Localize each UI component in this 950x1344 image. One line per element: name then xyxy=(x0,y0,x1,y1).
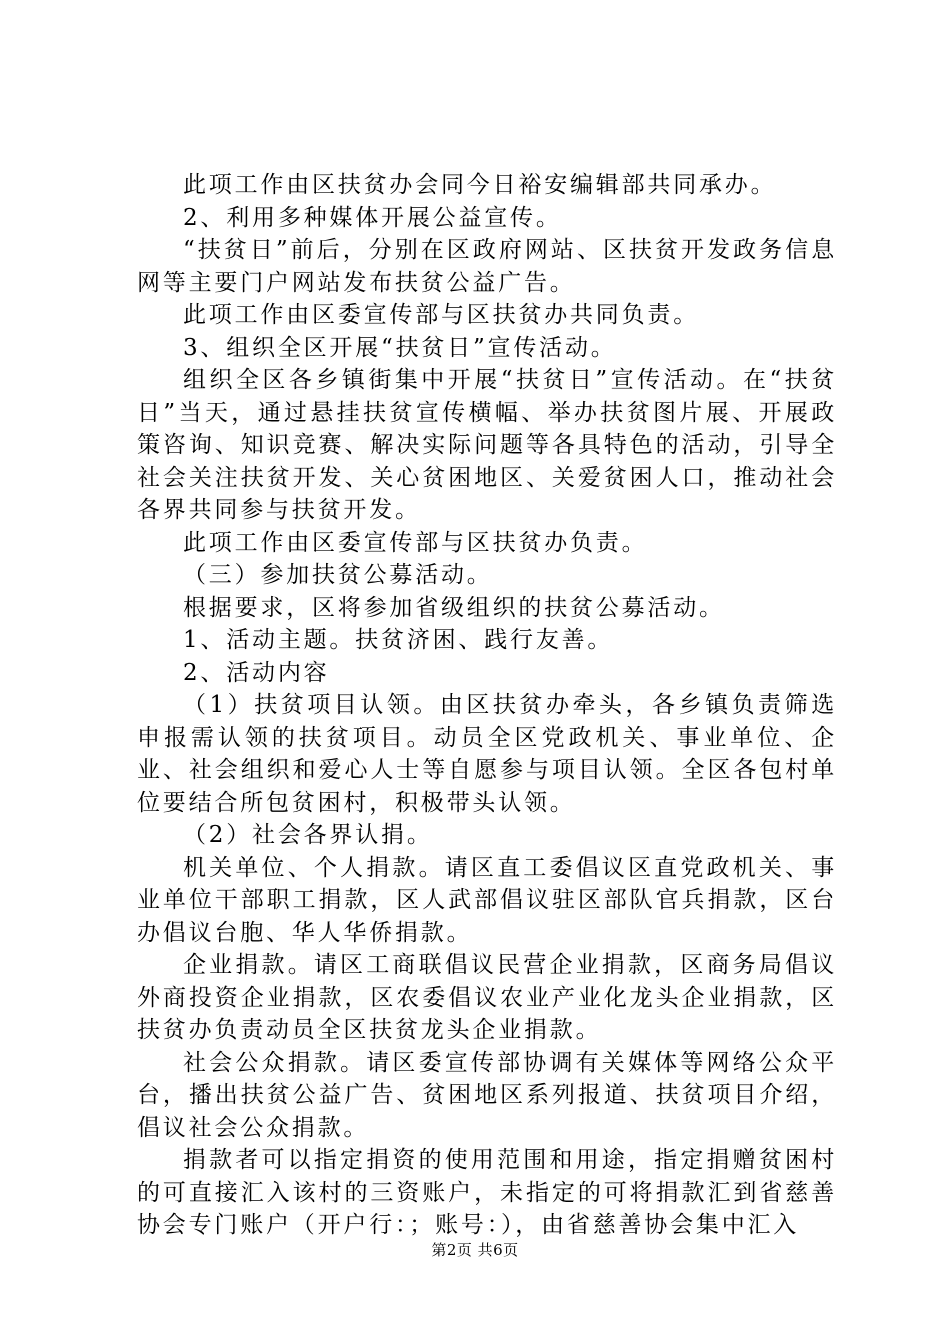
paragraph-8: （三）参加扶贫公募活动。 xyxy=(183,562,493,588)
page-number-footer: 第2页 共6页 xyxy=(431,1241,519,1259)
paragraph-17: 捐款者可以指定捐资的使用范围和用途，指定捐赠贫困村的可直接汇入该村的三资账户，未指定的可将捐款汇到省慈善协会专门账户（开户行：；账号：），由省慈善协会集中汇入 xyxy=(137,1147,837,1238)
paragraph-15: 企业捐款。请区工商联倡议民营企业捐款，区商务局倡议外商投资企业捐款，区农委倡议农业产业化龙头企业捐款，区扶贫办负责动员全区扶贫龙头企业捐款。 xyxy=(137,952,837,1043)
paragraph-5: 3、组织全区开展“扶贫日”宣传活动。 xyxy=(183,334,617,361)
document-body xyxy=(137,169,837,1242)
paragraph-1: 此项工作由区扶贫办会同今日裕安编辑部共同承办。 xyxy=(183,172,777,198)
paragraph-6: 组织全区各乡镇街集中开展“扶贫日”宣传活动。在“扶贫日”当天，通过悬挂扶贫宣传横幅、举办扶贫图片展、开展政策咨询、知识竞赛、解决实际问题等各具特色的活动，引导全社会关注扶贫开发、关心贫困地区、关爱贫困人口，推动社会各界共同参与扶贫开发。 xyxy=(137,367,837,523)
paragraph-16: 社会公众捐款。请区委宣传部协调有关媒体等网络公众平台，播出扶贫公益广告、贫困地区系列报道、扶贫项目介绍，倡议社会公众捐款。 xyxy=(137,1049,837,1141)
paragraph-4: 此项工作由区委宣传部与区扶贫办共同负责。 xyxy=(183,302,699,328)
paragraph-9: 根据要求，区将参加省级组织的扶贫公募活动。 xyxy=(183,594,725,621)
paragraph-14: 机关单位、个人捐款。请区直工委倡议区直党政机关、事业单位干部职工捐款，区人武部倡议驻区部队官兵捐款，区台办倡议台胞、华人华侨捐款。 xyxy=(137,854,837,946)
paragraph-7: 此项工作由区委宣传部与区扶贫办负责。 xyxy=(183,529,648,556)
paragraph-2: 2、利用多种媒体开展公益宣传。 xyxy=(183,204,562,231)
paragraph-10: 1、活动主题。扶贫济困、践行友善。 xyxy=(183,627,614,653)
paragraph-3: “扶贫日”前后，分别在区政府网站、区扶贫开发政务信息网等主要门户网站发布扶贫公益广告。 xyxy=(137,237,837,296)
paragraph-12: （1）扶贫项目认领。由区扶贫办牵头，各乡镇负责筛选申报需认领的扶贫项目。动员全区党政机关、事业单位、企业、社会组织和爱心人士等自愿参与项目认领。全区各包村单位要结合所包贫困村，积极带头认领。 xyxy=(137,692,837,816)
paragraph-11: 2、活动内容 xyxy=(183,659,330,686)
paragraph-13: （2）社会各界认捐。 xyxy=(183,822,433,848)
